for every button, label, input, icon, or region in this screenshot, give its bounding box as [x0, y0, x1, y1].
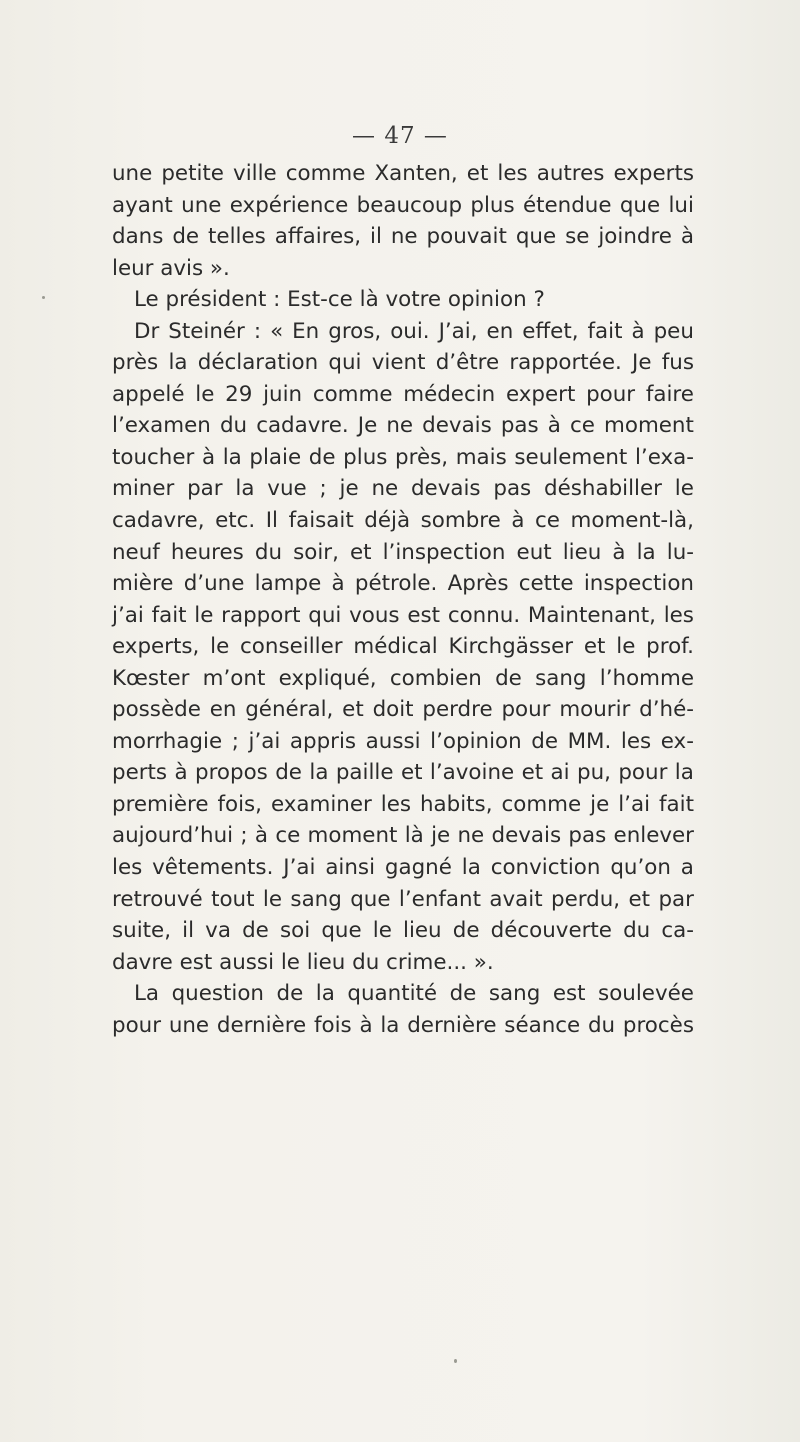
text-line: neuf heures du soir, et l’inspection eut lieu à la lu-	[112, 539, 694, 565]
text-line: Kœster m’ont expliqué, combien de sang l’homme	[112, 665, 694, 691]
text-line: retrouvé tout le sang que l’enfant avait perdu, et par	[112, 886, 694, 912]
text-line: près la déclaration qui vient d’être rapportée. Je fus	[112, 350, 694, 376]
text-line: miner par la vue ; je ne devais pas déshabiller le	[112, 476, 694, 502]
text-line: les vêtements. J’ai ainsi gagné la conviction qu’on a	[112, 855, 694, 881]
text-line: ayant une expérience beaucoup plus étendue que lui	[112, 192, 694, 218]
page-number: — 47 —	[352, 123, 448, 149]
text-line: mière d’une lampe à pétrole. Après cette inspection	[112, 571, 694, 597]
text-line: toucher à la plaie de plus près, mais seulement l’exa-	[112, 444, 694, 470]
text-line: cadavre, etc. Il faisait déjà sombre à ce moment-là,	[112, 508, 694, 534]
body-text	[112, 158, 694, 1041]
text-line: l’examen du cadavre. Je ne devais pas à ce moment	[112, 413, 694, 439]
text-line: pour une dernière fois à la dernière séance du procès	[112, 1012, 694, 1038]
text-line: Le président : Est-ce là votre opinion ?	[134, 287, 545, 313]
text-line: j’ai fait le rapport qui vous est connu. Maintenant, les	[112, 602, 694, 628]
text-line: davre est aussi le lieu du crime... ».	[112, 949, 494, 975]
text-line: possède en général, et doit perdre pour mourir d’hé-	[112, 697, 694, 723]
paper-speck	[454, 1359, 457, 1363]
text-line: leur avis ».	[112, 255, 230, 281]
text-line: La question de la quantité de sang est soulevée	[134, 981, 694, 1007]
text-line: perts à propos de la paille et l’avoine et ai pu, pour la	[112, 760, 694, 786]
paper-speck	[42, 296, 45, 299]
text-line: morrhagie ; j’ai appris aussi l’opinion de MM. les ex-	[112, 728, 694, 754]
text-line: une petite ville comme Xanten, et les autres experts	[112, 161, 694, 186]
text-line: aujourd’hui ; à ce moment là je ne devais pas enlever	[112, 823, 694, 849]
text-line: dans de telles affaires, il ne pouvait que se joindre à	[112, 224, 694, 250]
text-line: experts, le conseiller médical Kirchgässer et le prof.	[112, 634, 694, 660]
text-line: première fois, examiner les habits, comme je l’ai fait	[112, 791, 694, 817]
text-line: suite, il va de soi que le lieu de découverte du ca-	[112, 918, 694, 944]
text-line: appelé le 29 juin comme médecin expert pour faire	[112, 381, 694, 407]
text-line: Dr Steinér : « En gros, oui. J’ai, en effet, fait à peu	[134, 318, 694, 344]
